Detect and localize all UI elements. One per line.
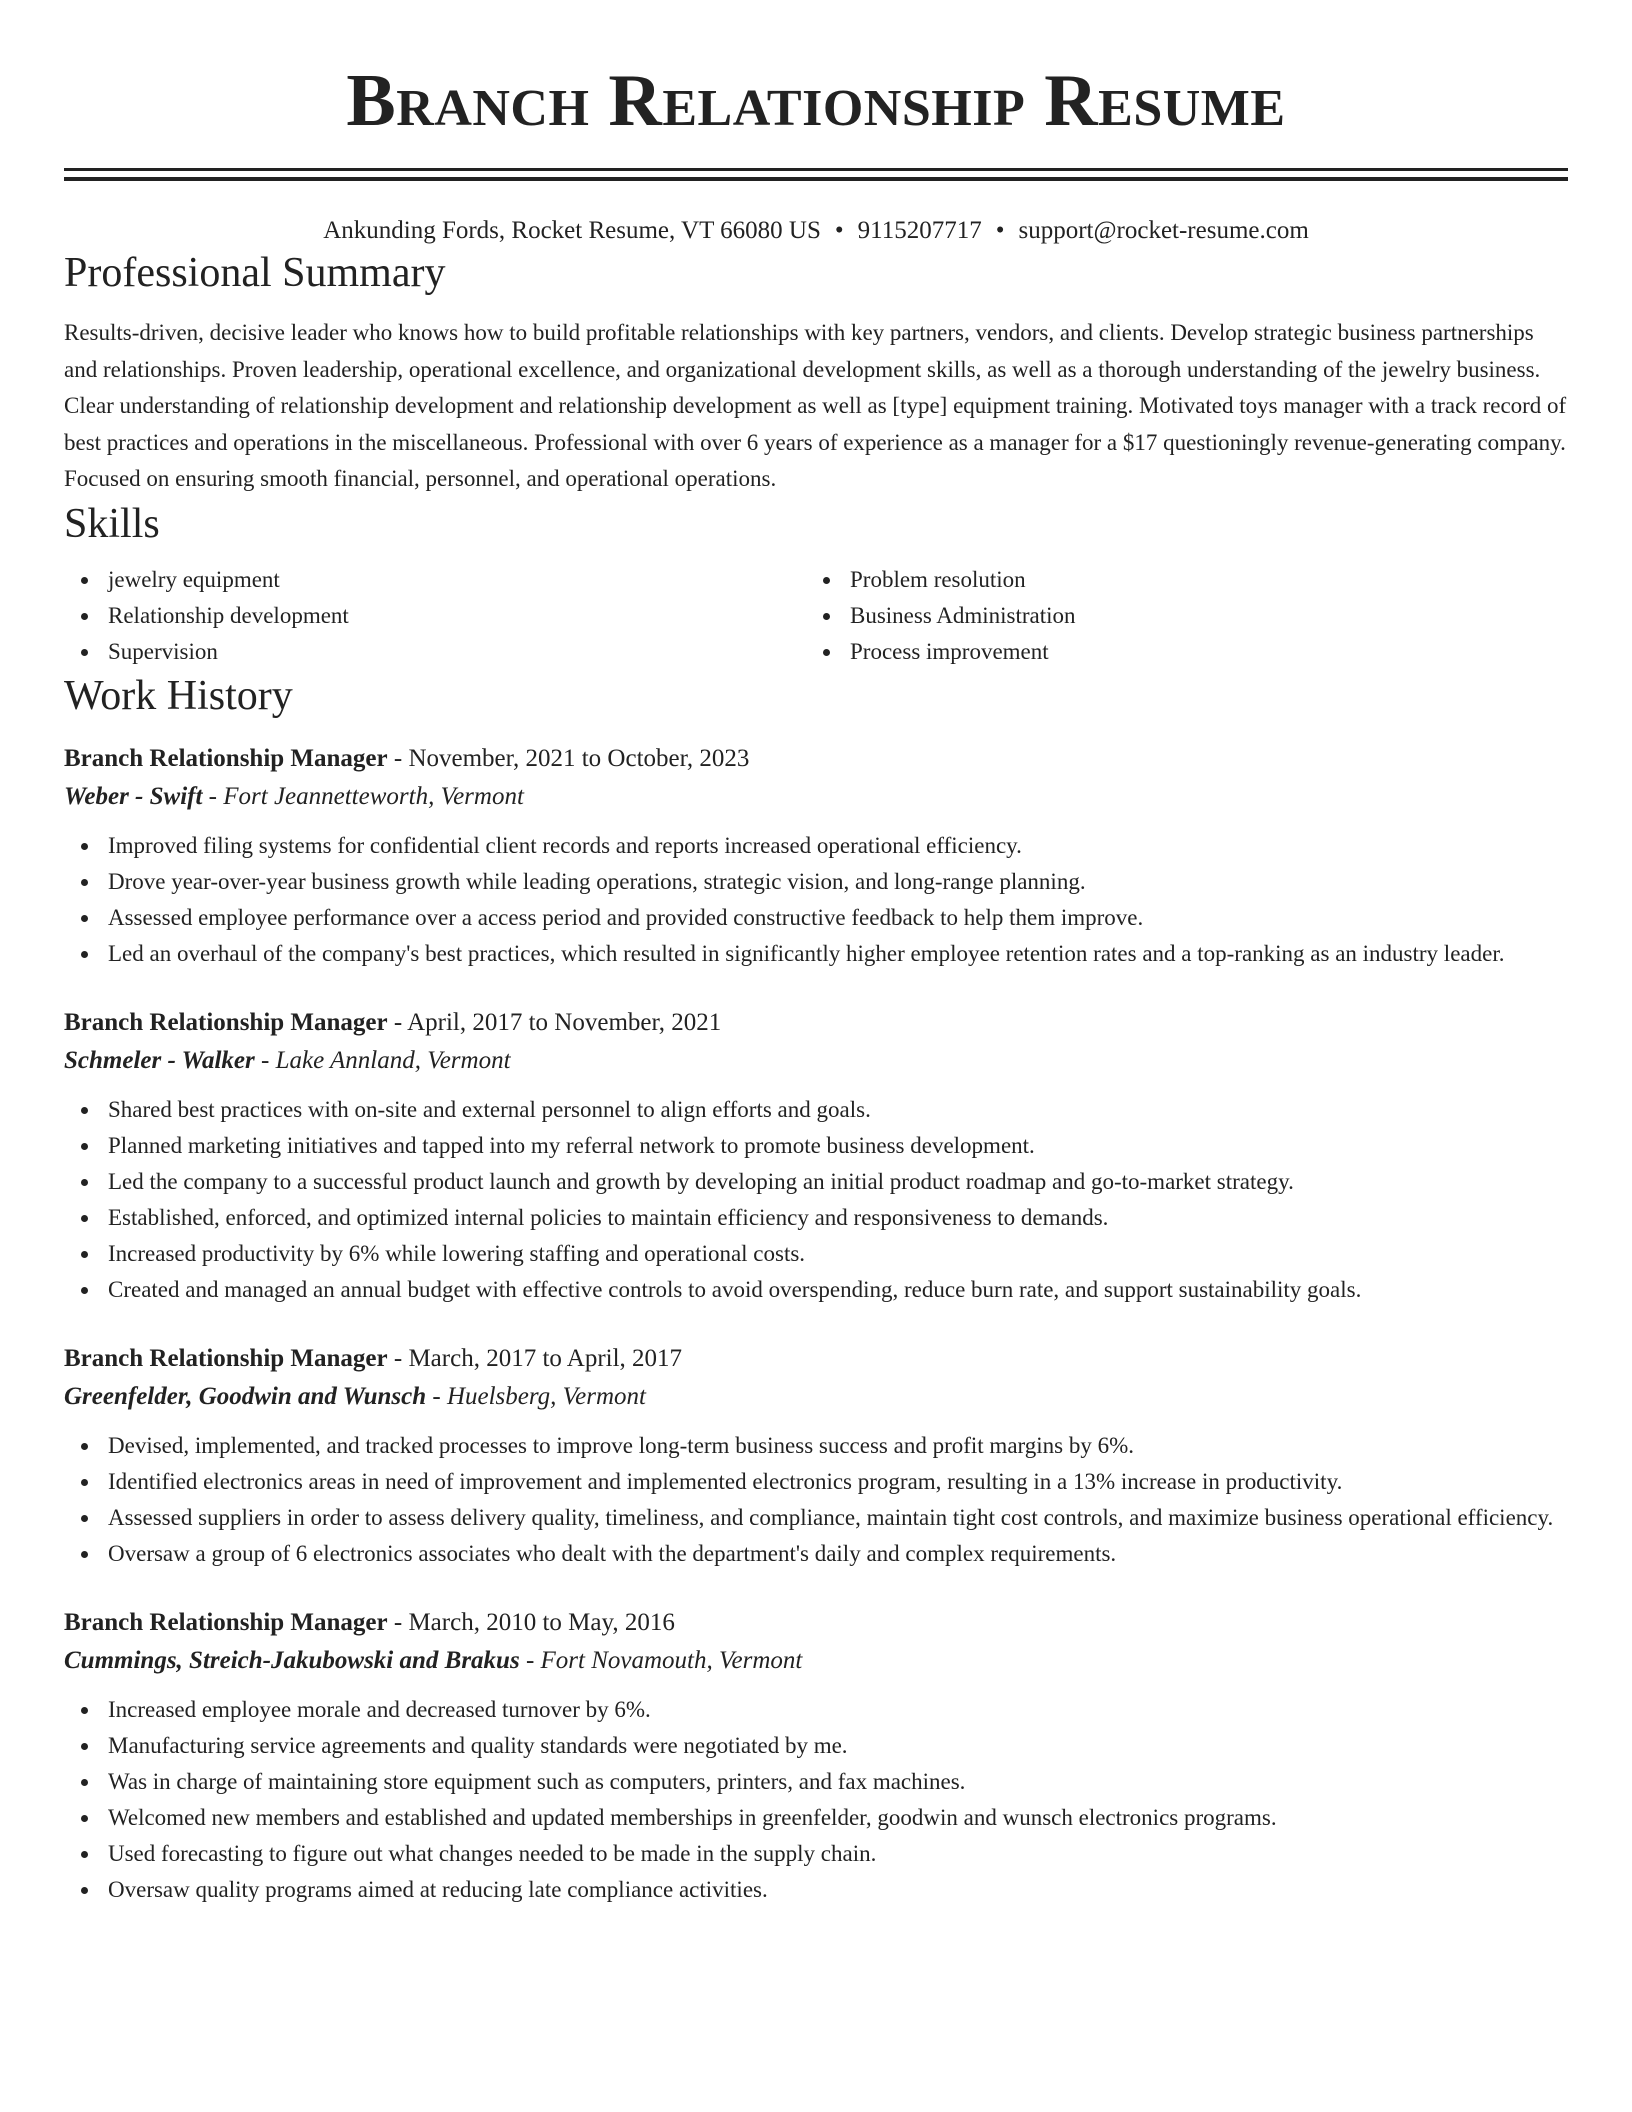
job-role: Branch Relationship Manager (64, 1008, 388, 1036)
job-company-line (64, 778, 1568, 816)
job-bullet: Was in charge of maintaining store equipment such as computers, printers, and fax machines. (64, 1764, 1568, 1800)
job-dash: - (387, 744, 409, 772)
job-bullets (64, 828, 1568, 972)
job-dash: - (387, 1008, 408, 1036)
job-title-line (64, 1604, 1568, 1642)
job-entry (64, 1340, 1568, 1572)
job-bullet: Devised, implemented, and tracked processes to improve long-term business success and profit margins by 6%. (64, 1428, 1568, 1464)
job-company-line (64, 1042, 1568, 1080)
job-company: Schmeler - Walker (64, 1046, 255, 1074)
summary-text: Results-driven, decisive leader who knows how to build profitable relationships with key partners, vendors, and clients. Develop strategic business partnerships and relationships. Proven leadership, operational excellence, and organizational development skills, as well as a thorough understanding of the jewelry business. Clear understanding of relationship development and relationship development as well as [type] equipment training. Motivated toys manager with a track record of best practices and operations in the miscellaneous. Professional with over 6 years of experience as a manager for a $17 questioningly revenue-generating company. Focused on ensuring smooth financial, personnel, and operational operations. (64, 320, 1567, 491)
job-bullet: Manufacturing service agreements and quality standards were negotiated by me. (64, 1728, 1568, 1764)
job-bullet: Established, enforced, and optimized internal policies to maintain efficiency and responsiveness to demands. (64, 1200, 1568, 1236)
contact-email: support@rocket-resume.com (1018, 217, 1309, 244)
job-location: Fort Novamouth, Vermont (540, 1646, 803, 1674)
job-title-line (64, 1004, 1568, 1042)
job-company: Cummings, Streich-Jakubowski and Brakus (64, 1646, 520, 1674)
job-role: Branch Relationship Manager (64, 744, 388, 772)
job-dash: - (254, 1046, 276, 1074)
resume-page (64, 0, 1568, 1908)
job-bullet: Increased productivity by 6% while lowering staffing and operational costs. (64, 1236, 1568, 1272)
skills-heading: Skills (64, 500, 160, 547)
job-bullets (64, 1692, 1568, 1908)
job-title-line (64, 1340, 1568, 1378)
work-history-heading: Work History (64, 672, 293, 719)
job-location: Fort Jeannetteworth, Vermont (223, 782, 524, 810)
job-bullet: Used forecasting to figure out what changes needed to be made in the supply chain. (64, 1836, 1568, 1872)
job-bullet: Led an overhaul of the company's best practices, which resulted in significantly higher employee retention rates and a top-ranking as an industry leader. (64, 936, 1568, 972)
job-bullet: Oversaw a group of 6 electronics associates who dealt with the department's daily and complex requirements. (64, 1536, 1568, 1572)
contact-separator: • (995, 217, 1005, 244)
job-company: Weber - Swift (64, 782, 203, 810)
job-dash: - (426, 1382, 447, 1410)
job-dash: - (202, 782, 224, 810)
job-bullet: Led the company to a successful product launch and growth by developing an initial product roadmap and go-to-market strategy. (64, 1164, 1568, 1200)
job-dates: March, 2017 to April, 2017 (408, 1344, 683, 1372)
contact-phone: 9115207717 (857, 217, 982, 244)
job-bullet: Shared best practices with on-site and external personnel to align efforts and goals. (64, 1092, 1568, 1128)
job-bullet: Identified electronics areas in need of improvement and implemented electronics program, resulting in a 13% increase in productivity. (64, 1464, 1568, 1500)
skill-item: Supervision (64, 634, 806, 670)
contact-separator: • (834, 217, 844, 244)
skills-column-left (64, 562, 806, 670)
job-dates: November, 2021 to October, 2023 (408, 744, 750, 772)
skill-item: Process improvement (806, 634, 1548, 670)
job-entry (64, 1004, 1568, 1308)
skill-item: jewelry equipment (64, 562, 806, 598)
skill-item: Relationship development (64, 598, 806, 634)
job-bullet: Drove year-over-year business growth while leading operations, strategic vision, and long-range planning. (64, 864, 1568, 900)
job-bullet: Planned marketing initiatives and tapped into my referral network to promote business development. (64, 1128, 1568, 1164)
job-dash: - (387, 1608, 409, 1636)
contact-address: Ankunding Fords, Rocket Resume, VT 66080 US (323, 217, 821, 244)
job-bullet: Created and managed an annual budget with effective controls to avoid overspending, reduce burn rate, and support sustainability goals. (64, 1272, 1568, 1308)
job-bullets (64, 1428, 1568, 1572)
job-entry (64, 740, 1568, 972)
job-bullet: Improved filing systems for confidential client records and reports increased operational efficiency. (64, 828, 1568, 864)
job-bullet: Increased employee morale and decreased turnover by 6%. (64, 1692, 1568, 1728)
job-location: Huelsberg, Vermont (446, 1382, 646, 1410)
job-location: Lake Annland, Vermont (275, 1046, 511, 1074)
job-role: Branch Relationship Manager (64, 1344, 388, 1372)
title-divider-bottom (64, 177, 1568, 181)
title-divider-top (64, 168, 1568, 171)
job-bullet: Oversaw quality programs aimed at reducing late compliance activities. (64, 1872, 1568, 1908)
job-dash: - (519, 1646, 541, 1674)
skill-item: Business Administration (806, 598, 1548, 634)
job-dash: - (387, 1344, 409, 1372)
job-bullet: Assessed employee performance over a access period and provided constructive feedback to help them improve. (64, 900, 1568, 936)
job-company-line (64, 1378, 1568, 1416)
skill-item: Problem resolution (806, 562, 1548, 598)
job-bullets (64, 1092, 1568, 1308)
job-dates: April, 2017 to November, 2021 (407, 1008, 722, 1036)
job-entry (64, 1604, 1568, 1908)
job-role: Branch Relationship Manager (64, 1608, 388, 1636)
job-dates: March, 2010 to May, 2016 (408, 1608, 675, 1636)
skills-list (64, 562, 1568, 670)
contact-line (64, 215, 1568, 247)
job-bullet: Welcomed new members and established and updated memberships in greenfelder, goodwin and wunsch electronics programs. (64, 1800, 1568, 1836)
job-title-line (64, 740, 1568, 778)
job-company: Greenfelder, Goodwin and Wunsch (64, 1382, 427, 1410)
summary-heading: Professional Summary (64, 250, 446, 296)
resume-title: Branch Relationship Resume (346, 60, 1286, 142)
job-bullet: Assessed suppliers in order to assess delivery quality, timeliness, and compliance, maintain tight cost controls, and maximize business operational efficiency. (64, 1500, 1568, 1536)
skills-column-right (806, 562, 1548, 670)
job-company-line (64, 1642, 1568, 1680)
